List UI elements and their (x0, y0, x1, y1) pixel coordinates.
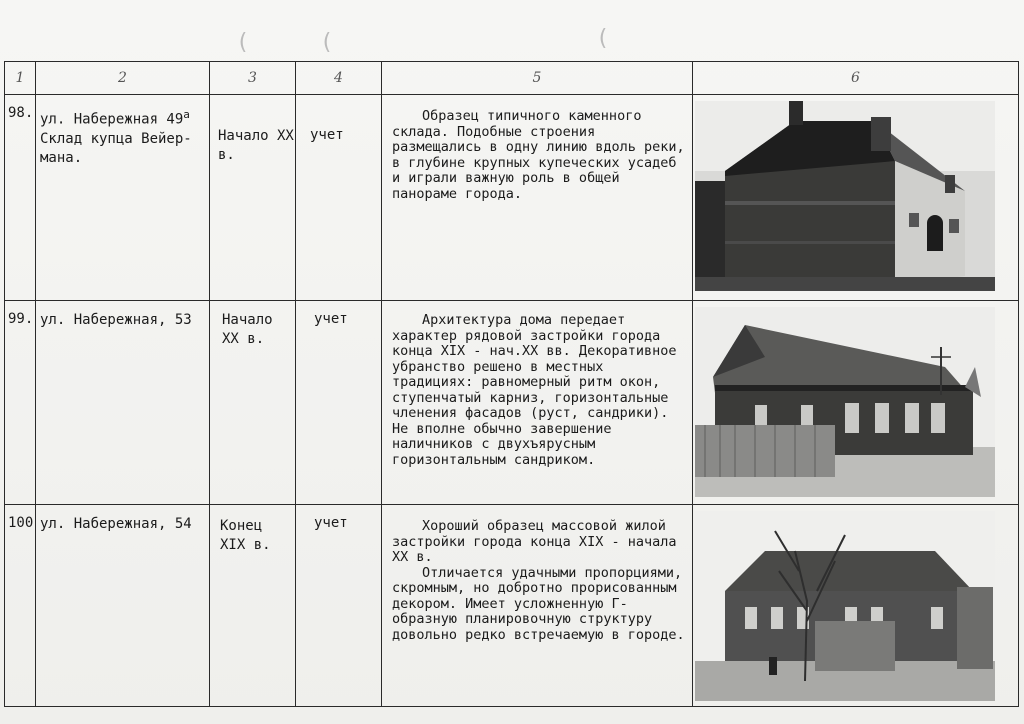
column-header: 1 (5, 62, 36, 95)
row-number: 99. (8, 311, 34, 327)
table-row (5, 505, 1019, 707)
column-header: 5 (382, 62, 693, 95)
status-cell: учет (314, 515, 348, 531)
paper-mark: ( (596, 26, 610, 51)
row-number: 100 (8, 515, 34, 531)
paper-mark: ( (320, 30, 334, 55)
table-row (5, 301, 1019, 505)
header-row (5, 62, 1019, 95)
address-cell (36, 95, 209, 168)
register-table (4, 61, 1019, 707)
address-text: ул. Набережная 49 (40, 111, 184, 128)
stone-warehouse-photo (693, 95, 1018, 291)
corner-wooden-house-photo (693, 505, 1018, 701)
wooden-house-photo (693, 301, 1018, 497)
description-paragraph: Хороший образец массовой жилой застройки города конца XIX - начала ХХ в. (392, 518, 677, 565)
column-header: 6 (693, 62, 1019, 95)
description-cell (382, 505, 692, 643)
column-header: 2 (36, 62, 210, 95)
status-cell: учет (310, 127, 344, 143)
table-row (5, 95, 1019, 301)
date-cell: Конец XIX в. (220, 518, 271, 553)
address-text: ул. Набережная, 54 (40, 516, 192, 532)
row-number: 98. (8, 105, 34, 121)
status-cell: учет (314, 311, 348, 327)
description-paragraph: Отличается удачными пропорциями, скромным, но добротно прорисованным декором. Имеет усложненную Г-образную планировочную структуру довольно редко встречаемую в городе. (392, 564, 685, 643)
paper-mark: ( (236, 30, 250, 55)
column-header: 3 (210, 62, 296, 95)
column-header: 4 (296, 62, 382, 95)
object-name: Склад купца Вейер-мана. (40, 130, 192, 166)
description-cell: Образец типичного каменного склада. Подобные строения размещались в одну линию вдоль реки, в глубине крупных купеческих усадеб и играли важную роль в общей панораме города. (392, 108, 685, 202)
description-cell: Архитектура дома передает характер рядовой застройки города конца XIX - нач.ХХ вв. Декоративное убранство решено в местных традициях: равномерный ритм окон, ступенчатый карниз, горизонтальные членения фасадов (руст, сандрики). Не вполне обычно завершение наличников с двухъярусным горизонтальным сандриком. (392, 312, 677, 468)
address-superscript: а (183, 108, 190, 121)
date-cell: Начало ХХ в. (218, 128, 294, 163)
date-cell: Начало ХХ в. (222, 312, 273, 347)
address-text: ул. Набережная, 53 (40, 312, 192, 328)
